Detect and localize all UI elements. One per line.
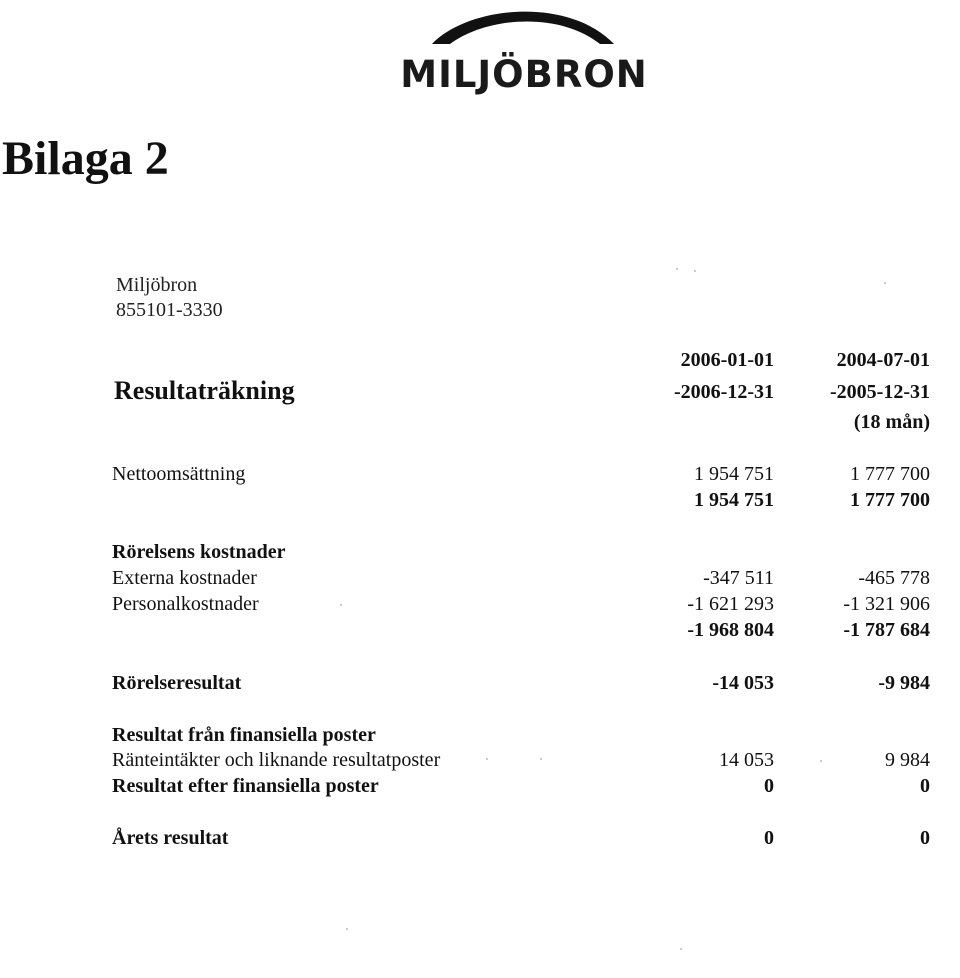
scan-speck	[340, 604, 342, 606]
scan-speck	[680, 948, 682, 950]
scan-speck	[676, 268, 678, 270]
bridge-arc-icon	[428, 2, 618, 48]
company-org-number: 855101-3330	[116, 299, 223, 321]
row-value: 0	[920, 827, 930, 849]
scan-speck	[884, 282, 886, 284]
row-value: -14 053	[712, 672, 774, 694]
period-1-to: -2006-12-31	[674, 381, 774, 403]
row-value: -347 511	[703, 567, 774, 589]
row-value: -1 621 293	[687, 593, 774, 615]
scan-speck	[486, 758, 488, 760]
row-value: 9 984	[885, 749, 930, 771]
row-label-personalkostnader: Personalkostnader	[112, 593, 259, 615]
row-subtotal: -1 968 804	[687, 619, 774, 641]
row-label-arets-resultat: Årets resultat	[112, 827, 229, 849]
row-value: 0	[920, 775, 930, 797]
period-2-note: (18 mån)	[853, 411, 930, 433]
row-value: 0	[764, 775, 774, 797]
row-value: -465 778	[858, 567, 930, 589]
row-value: 1 777 700	[850, 463, 930, 485]
row-label-resultat-efter-finansiella-poster: Resultat efter finansiella poster	[112, 775, 379, 797]
row-label-rorelseresultat: Rörelseresultat	[112, 672, 242, 694]
logo-wordmark: MILJÖBRON	[400, 53, 648, 96]
row-value: 1 954 751	[694, 463, 774, 485]
miljobron-logo	[398, 0, 650, 100]
row-value: 0	[764, 827, 774, 849]
section-heading-rorelsens-kostnader: Rörelsens kostnader	[112, 541, 286, 563]
period-2-to: -2005-12-31	[830, 381, 930, 403]
scan-speck	[540, 758, 542, 760]
row-label-externa-kostnader: Externa kostnader	[112, 567, 257, 589]
row-subtotal: 1 954 751	[694, 489, 774, 511]
period-2-from: 2004-07-01	[836, 349, 930, 371]
scan-speck	[694, 270, 696, 272]
row-value: -9 984	[878, 672, 930, 694]
company-name: Miljöbron	[116, 274, 198, 296]
row-subtotal: -1 787 684	[843, 619, 930, 641]
scan-speck	[346, 928, 348, 930]
scan-speck	[820, 760, 822, 762]
row-value: -1 321 906	[843, 593, 930, 615]
page-title: Bilaga 2	[2, 132, 169, 185]
row-subtotal: 1 777 700	[850, 489, 930, 511]
period-1-from: 2006-01-01	[680, 349, 774, 371]
row-label-nettoomsattning: Nettoomsättning	[112, 463, 246, 485]
row-label-ranteintakter: Ränteintäkter och liknande resultatposter	[112, 749, 441, 771]
section-heading-finansiella-poster: Resultat från finansiella poster	[112, 724, 376, 746]
row-value: 14 053	[719, 749, 774, 771]
statement-heading: Resultaträkning	[114, 376, 295, 405]
